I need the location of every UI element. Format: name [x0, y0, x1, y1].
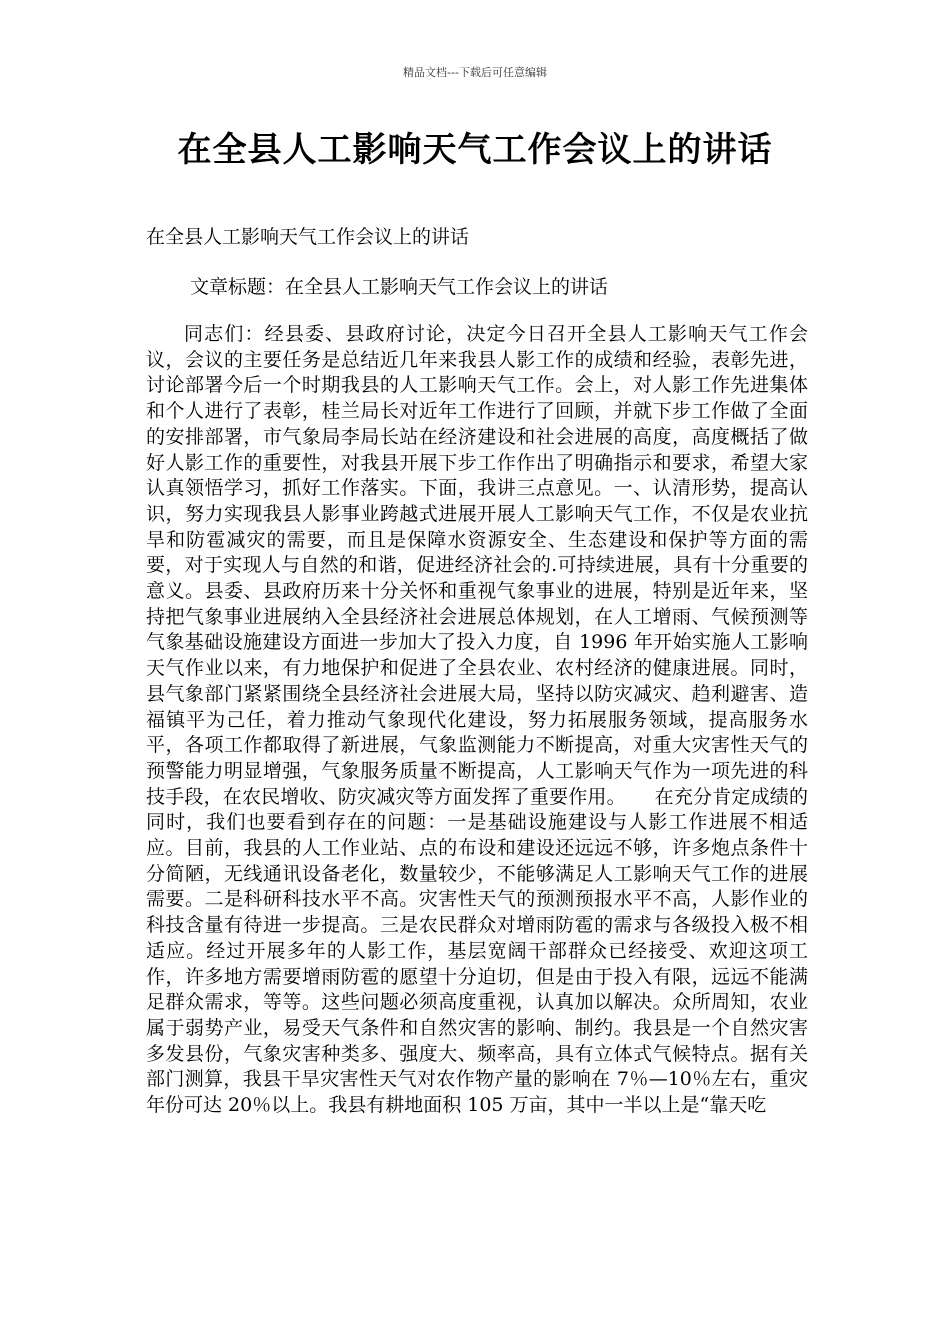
document-title: 在全县人工影响天气工作会议上的讲话: [177, 130, 773, 170]
header-note: 精品文档---下载后可任意编辑: [403, 66, 547, 79]
article-title-label: 文章标题：在全县人工影响天气工作会议上的讲话: [190, 276, 609, 298]
document-subtitle: 在全县人工影响天气工作会议上的讲话: [146, 226, 470, 248]
body-paragraph: 同志们：经县委、县政府讨论，决定今日召开全县人工影响天气工作会议，会议的主要任务是总结近几年来我县人影工作的成绩和经验，表彰先进，讨论部署今后一个时期我县的人工影响天气工作。会上，对人影工作先进集体和个人进行了表彰，桂兰局长对近年工作进行了回顾，并就下步工作做了全面的安排部署，市气象局李局长站在经济建设和社会进展的高度，高度概括了做好人影工作的重要性，对我县开展下步工作作出了明确指示和要求，希望大家认真领悟学习，抓好工作落实。下面，我讲三点意见。一、认清形势，提高认识，努力实现我县人影事业跨越式进展开展人工影响天气工作，不仅是农业抗旱和防雹减灾的需要，而且是保障水资源安全、生态建设和保护等方面的需要，对于实现人与自然的和谐，促进经济社会的.可持续进展，具有十分重要的意义。县委、县政府历来十分关怀和重视气象事业的进展，特别是近年来，坚持把气象事业进展纳入全县经济社会进展总体规划，在人工增雨、气候预测等气象基础设施建设方面进一步加大了投入力度，自 1996 年开始实施人工影响天气作业以来，有力地保护和促进了全县农业、农村经济的健康进展。同时，县气象部门紧紧围绕全县经济社会进展大局，坚持以防灾减灾、趋利避害、造福镇平为己任，着力推动气象现代化建设，努力拓展服务领域，提高服务水平，各项工作都取得了新进展，气象监测能力不断提高，对重大灾害性天气的预警能力明显增强，气象服务质量不断提高，人工影响天气作为一项先进的科技手段，在农民增收、防灾减灾等方面发挥了重要作用。 在充分肯定成绩的同时，我们也要看到存在的问题：一是基础设施建设与人影工作进展不相适应。目前，我县的人工作业站、点的布设和建设还远远不够，许多炮点条件十分简陋，无线通讯设备老化，数量较少，不能够满足人工影响天气工作的进展需要。二是科研科技水平不高。灾害性天气的预测预报水平不高，人影作业的科技含量有待进一步提高。三是农民群众对增雨防雹的需求与各级投入极不相适应。经过开展多年的人影工作，基层宽阔干部群众已经接受、欢迎这项工作，许多地方需要增雨防雹的愿望十分迫切，但是由于投入有限，远远不能满足群众需求，等等。这些问题必须高度重视，认真加以解决。众所周知，农业属于弱势产业，易受天气条件和自然灾害的影响、制约。我县是一个自然灾害多发县份，气象灾害种类多、强度大、频率高，具有立体式气候特点。据有关部门测算，我县干旱灾害性天气对农作物产量的影响在 7％—10％左右，重灾年份可达 20％以上。我县有耕地面积 105 万亩，其中一半以上是“靠天吃: [146, 323, 808, 1117]
